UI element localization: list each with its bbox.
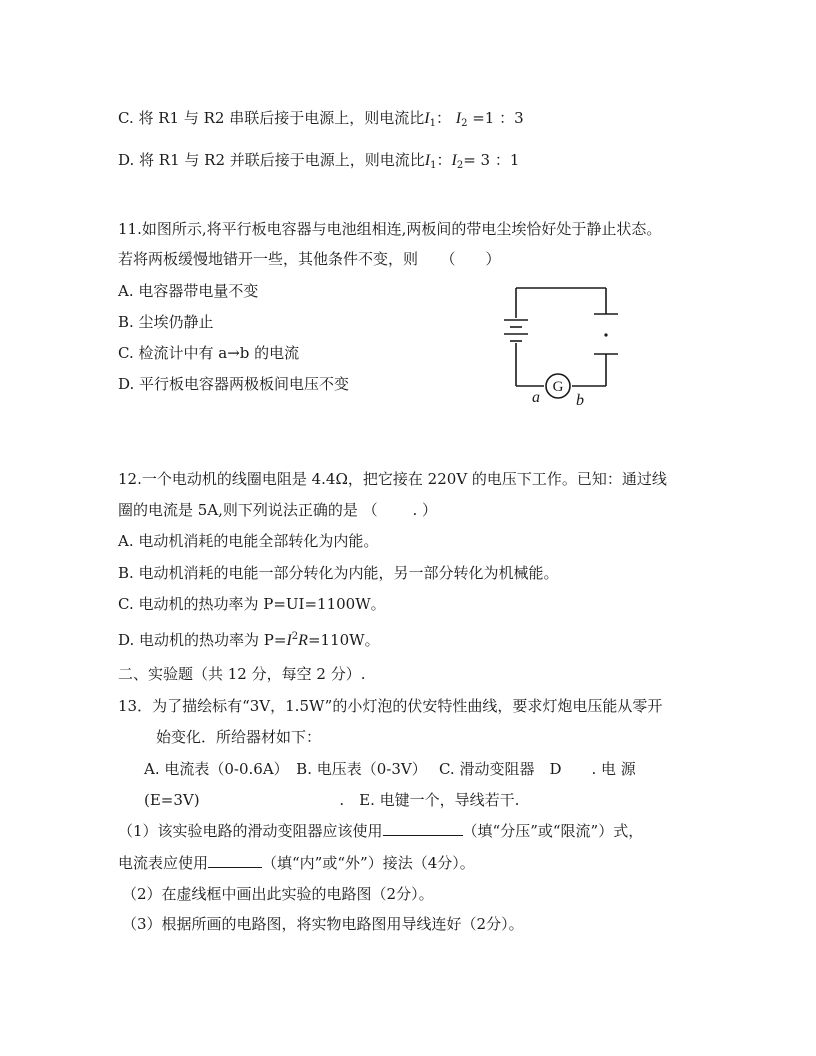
sub-1: 1 (429, 118, 436, 129)
q13-part1-line1 (118, 821, 643, 841)
q12-stem-line1: 12.一个电动机的线圈电阻是 4.4Ω，把它接在 220V 的电压下工作。已知：通过线 (118, 470, 667, 488)
point-a-label: a (532, 389, 540, 406)
q11-option-c: C. 检流计中有 a→b 的电流 (118, 344, 300, 362)
q12-option-d (118, 630, 380, 653)
q11-stem-line2: 若将两板缓慢地错开一些，其他条件不变，则 （ ） (118, 250, 501, 268)
var-i2: I (455, 110, 462, 127)
var-i1: I (424, 110, 430, 127)
q12-option-c: C. 电动机的热功率为 P=UI=1100W。 (118, 595, 386, 613)
answer-blank-2[interactable] (208, 853, 262, 868)
q13-part1b-suffix: （填“内”或“外”）接法（4分）。 (262, 854, 475, 872)
q13-equipment-line1: A. 电流表（0-0.6A） B. 电压表（0-3V） C. 滑动变阻器 D . 电 源 (144, 760, 636, 778)
point-b-label: b (576, 392, 584, 406)
q12-d-value: =110W。 (307, 631, 380, 649)
q11-option-a: A. 电容器带电量不变 (118, 282, 259, 300)
sub-1: 1 (430, 160, 437, 171)
var-i2: I (451, 152, 457, 169)
q10-option-c (118, 108, 524, 131)
q13-part3: （3）根据所画的电路图，将实物电路图用导线连好（2分）。 (122, 915, 524, 933)
q10-option-d (118, 150, 519, 173)
q13-part1-line2 (118, 853, 475, 873)
dust-particle (604, 333, 607, 336)
q13-equipment-line2: (E=3V) . E. 电键一个，导线若干. (144, 791, 520, 809)
capacitor-circuit-diagram (496, 280, 626, 406)
q12-d-text: D. 电动机的热功率为 P= (118, 631, 287, 649)
q13-stem-line1: 13．为了描绘标有“3V，1.5W”的小灯泡的伏安特性曲线，要求灯炮电压能从零开 (118, 697, 663, 715)
q13-part1-prefix: （1）该实验电路的滑动变阻器应该使用 (118, 822, 383, 840)
q12-stem-line2: 圈的电流是 5A,则下列说法正确的是 （ . ） (118, 501, 437, 519)
var-i: I (286, 632, 292, 649)
q11-option-d: D. 平行板电容器两极板间电压不变 (118, 375, 350, 393)
q10-d-ratio: = 3 ：1 (463, 151, 520, 169)
colon: ： (435, 109, 451, 127)
answer-blank-1[interactable] (383, 821, 463, 836)
section-heading: 二、实验题（共 12 分，每空 2 分）. (118, 665, 366, 683)
q10-c-ratio: =1 ：3 (467, 109, 524, 127)
q13-part1-suffix: （填“分压”或“限流”）式， (462, 822, 644, 840)
q13-stem-line2: 始变化．所给器材如下： (156, 728, 322, 746)
q10-c-text: C. 将 R1 与 R2 串联后接于电源上，则电流比 (118, 109, 425, 127)
sub-2: 2 (456, 160, 464, 171)
q11-option-b: B. 尘埃仍静止 (118, 313, 214, 331)
galvanometer-label: G (552, 379, 564, 395)
q12-option-a: A. 电动机消耗的电能全部转化为内能。 (118, 532, 379, 550)
sub-2: 2 (461, 118, 468, 129)
q12-option-b: B. 电动机消耗的电能一部分转化为内能，另一部分转化为机械能。 (118, 564, 559, 582)
q10-d-text: D. 将 R1 与 R2 并联后接于电源上，则电流比 (118, 151, 425, 169)
q11-stem-line1: 11.如图所示,将平行板电容器与电池组相连,两板间的带电尘埃恰好处于静止状态。 (118, 220, 662, 238)
q13-part1b-prefix: 电流表应使用 (118, 854, 209, 872)
colon: ： (436, 151, 452, 169)
var-r: R (298, 632, 308, 649)
sup-2: 2 (291, 631, 299, 642)
var-i1: I (424, 152, 431, 169)
q13-part2: （2）在虚线框中画出此实验的电路图（2分）。 (122, 885, 434, 903)
